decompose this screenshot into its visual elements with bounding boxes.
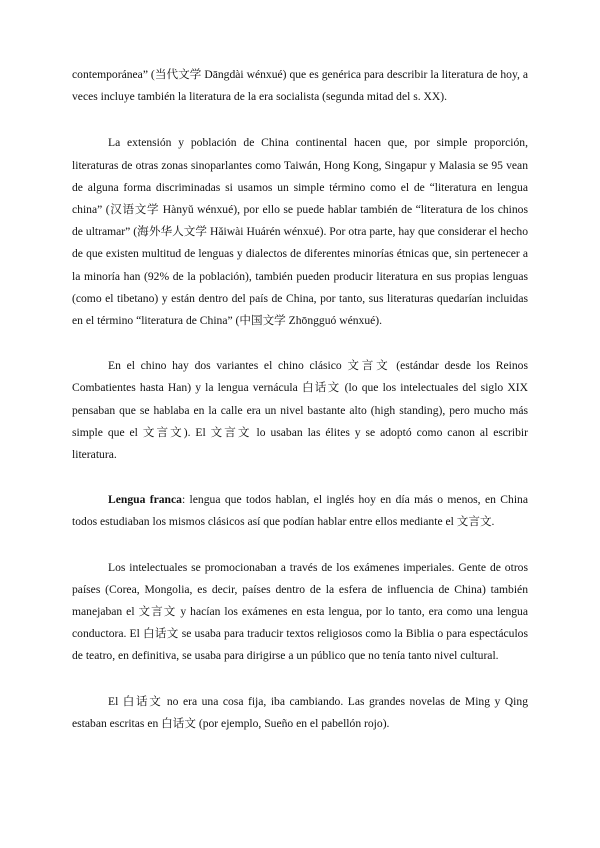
paragraph-chinese-variants: En el chino hay dos variantes el chino clásico 文言文 (estándar desde los Reinos Combatientes hasta Han) y la lengua vernácula 白话文 (lo que los intelectuales del siglo XIX pensaban que se hablaba en la calle era un nivel bastante alto (high standing), pero mucho más simple que el 文言文). El 文言文 lo usaban las élites y se adoptó como canon al escribir literatura.	[72, 359, 528, 462]
paragraph-continuation: contemporánea” (当代文学 Dāngdài wénxué) que es genérica para describir la literatura de hoy, a veces incluye también la literatura de la era socialista (segunda mitad del s. XX).	[72, 68, 528, 104]
paragraph-imperial-exams: Los intelectuales se promocionaban a través de los exámenes imperiales. Gente de otros países (Corea, Mongolia, es decir, países dentro de la esfera de influencia de China) también manejaban el 文言文 y hacían los exámenes en esta lengua, por lo tanto, era como una lengua conductora. El 白话文 se usaba para traducir textos religiosos como la Biblia o para espectáculos de teatro, en definitiva, se usaba para dirigirse a un público que no tenía tanto nivel cultural.	[72, 560, 528, 663]
document-page	[72, 64, 528, 758]
definition-lengua-franca: : lengua que todos hablan, el inglés hoy en día más o menos, en China todos estudiaban los mismos clásicos así que podían hablar entre ellos mediante el 文言文.	[72, 493, 528, 529]
paragraph-lengua-franca	[72, 489, 528, 533]
paragraph-baihuawen: El 白话文 no era una cosa fija, iba cambiando. Las grandes novelas de Ming y Qing estaban escritas en 白话文 (por ejemplo, Sueño en el pabellón rojo).	[72, 694, 528, 730]
paragraph-literature-of-china: La extensión y población de China continental hacen que, por simple proporción, literaturas de otras zonas sinoparlantes como Taiwán, Hong Kong, Singapur y Malasia se 95 vean de alguna forma discriminadas si usamos un simple término como el de “literatura en lengua china” (汉语文学 Hànyǔ wénxué), por ello se puede hablar también de “literatura de los chinos de ultramar” (海外华人文学 Hǎiwài Huárén wénxué). Por otra parte, hay que considerar el hecho de que existen multitud de lenguas y dialectos de diferentes minorías étnicas que, sin pertenecer a la minoría han (92% de la población), también pueden producir literatura en sus propias lenguas (como el tibetano) y están dentro del país de China, por tanto, sus literaturas quedarían incluidas en el término “literatura de China” (中国文学 Zhōngguó wénxué).	[72, 136, 528, 328]
term-lengua-franca: Lengua franca	[108, 493, 182, 507]
